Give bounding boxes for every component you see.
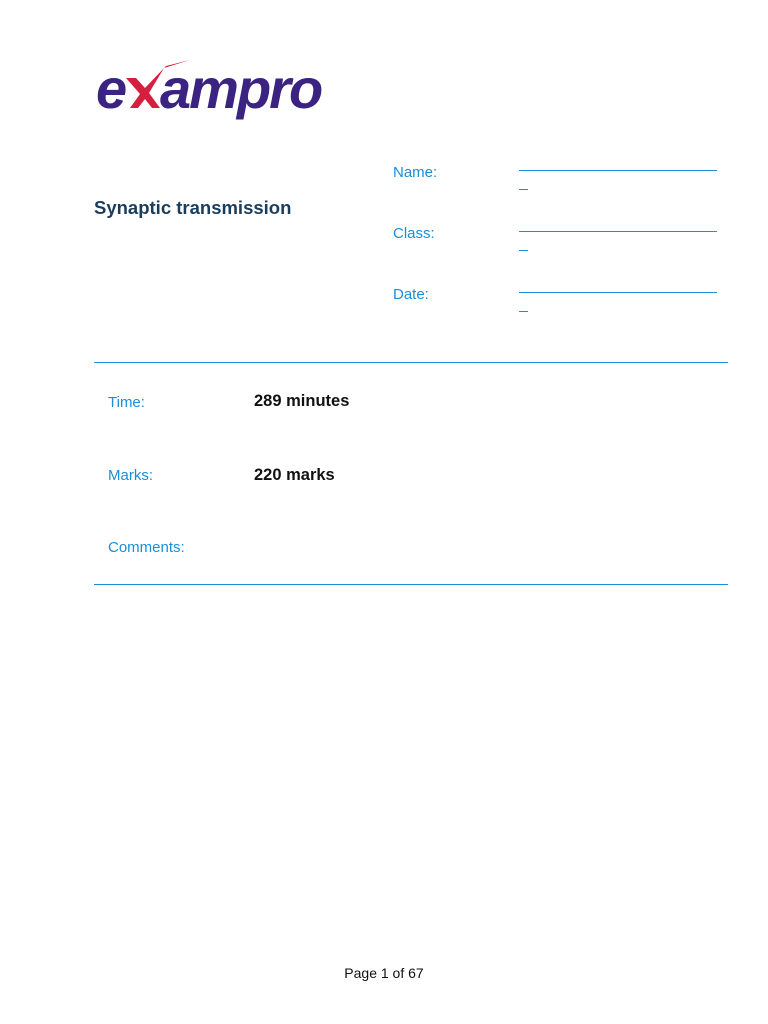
- time-label: Time:: [108, 394, 145, 411]
- name-field[interactable]: [519, 170, 717, 171]
- marks-value: 220 marks: [254, 466, 335, 484]
- class-field[interactable]: [519, 231, 717, 232]
- class-label: Class:: [393, 225, 435, 242]
- name-label: Name:: [393, 164, 438, 181]
- page-title: Synaptic transmission: [94, 197, 292, 218]
- page-number: Page 1 of 67: [344, 965, 424, 981]
- date-label: Date:: [393, 286, 429, 303]
- name-field-tail: [519, 189, 528, 190]
- class-field-tail: [519, 250, 528, 251]
- date-field[interactable]: [519, 292, 717, 293]
- svg-text:e: e: [96, 57, 126, 120]
- marks-label: Marks:: [108, 467, 153, 484]
- divider-bottom: [94, 584, 728, 585]
- date-field-tail: [519, 311, 528, 312]
- divider-top: [94, 362, 728, 363]
- svg-text:ampro: ampro: [160, 57, 322, 120]
- exampro-logo: [96, 56, 372, 126]
- time-value: 289 minutes: [254, 392, 350, 410]
- comments-label: Comments:: [108, 539, 185, 556]
